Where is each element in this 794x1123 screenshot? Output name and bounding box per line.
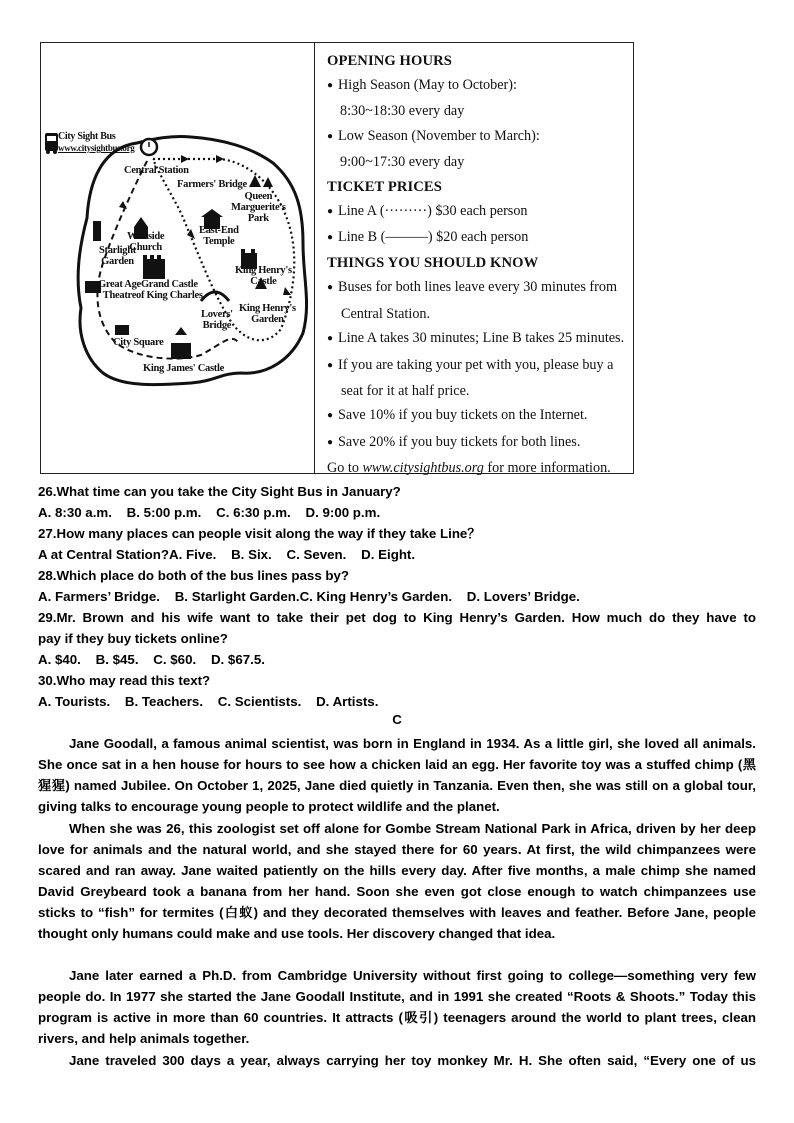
lovers-bridge-icon [201,292,229,301]
ad-divider [314,43,315,473]
map-label-queen-park: Queen Marguerite's Park [231,191,286,224]
know-item-3: ● If you are taking your pet with you, please buy a [327,353,632,379]
passage-paragraph-1: Jane Goodall, a famous animal scientist, was born in England in 1934. As a little girl, she loved all animals. She once sat in a hen house for hours to see how a chicken laid an egg. Her favorite toy was a stuffed chimp (黑猩猩) named Jubilee. On October 1, 2025, Jane died quietly in Tanzania. Even then, she was still on a global tour, giving talks to encourage young people to protect wildlife and the planet. [38,736,756,815]
info-panel [327,49,632,481]
map-label-farmers-bridge: Farmers' Bridge [177,179,247,190]
map-illustration [41,43,314,473]
question-29: 29.Mr. Brown and his wife want to take their pet dog to King Henry’s Garden. How much do they have to [38,610,756,625]
low-season-time: 9:00~17:30 every day [340,154,465,171]
line-b-price: ● Line B (———) $20 each person [327,225,632,251]
city-square-icon [115,325,129,335]
things-to-know-heading: THINGS YOU SHOULD KNOW [327,255,539,272]
question-29-cont: pay if they buy tickets online? [38,631,228,646]
know-item-2: ● Line A takes 30 minutes; Line B takes 25 minutes. [327,326,632,352]
passage-paragraph-3: Jane later earned a Ph.D. from Cambridge University without first going to college—something very few people do. In 1977 she started the Jane Goodall Institute, and in 1991 she created “Roots & Shoots.” Today this program is active in more than 60 countries. It attracts (吸引) teenagers around the world to plant trees, clean rivers, and help animals together. [38,968,756,1047]
city-sight-bus-ad [40,42,634,477]
bus-icon [45,133,58,154]
route-arrow [181,155,189,163]
passage-paragraph-2: When she was 26, this zoologist set off alone for Gombe Stream National Park in Africa, driven by her deep love for animals and the natural world, and she stayed there for 60 years. At first, the wild chimpanzees were scared and ran away. Jane waited patiently on the hills every day. After five months, a male chimp she named David Greybeard took a banana from her hand. Soon she even got close enough to watch chimpanzees use sticks to “fish” for termites (白蚁) and they decorated themselves with leaves and feather. Before Jane, people thought only humans could make and use tools. Her discovery changed that idea. [38,821,756,942]
map-bus-url: www.citysightbus.org [58,143,135,153]
map-label-great-age-theatre: Great Age Theatre [98,279,141,301]
question-28-options: A. Farmers’ Bridge. B. Starlight Garden.C. King Henry’s Garden. D. Lovers’ Bridge. [38,589,580,604]
opening-hours-heading: OPENING HOURS [327,53,452,69]
section-heading: C [392,712,402,727]
ticket-prices-heading: TICKET PRICES [327,178,442,195]
website-link[interactable]: www.citysightbus.org [362,460,484,477]
question-27-options: A at Central Station?A. Five. B. Six. C. Seven. D. Eight. [38,547,416,562]
route-arrow [283,287,291,295]
map-label-starlight-garden: Starlight Garden [99,245,136,267]
map-label-grand-castle: Grand Castle of King Charles [136,279,203,301]
low-season-item: ● Low Season (November to March): [327,124,632,150]
question-26-options: A. 8:30 a.m. B. 5:00 p.m. C. 6:30 p.m. D. 9:00 p.m. [38,505,381,520]
question-30: 30.Who may read this text? [38,673,211,688]
question-28: 28.Which place do both of the bus lines pass by? [38,568,350,583]
map-label-east-end-temple: East-End Temple [199,225,239,247]
map-label-king-henrys-garden: King Henry's Garden [239,303,296,325]
map-label-lovers-bridge: Lovers' Bridge [201,309,233,331]
question-26: 26.What time can you take the City Sight Bus in January? [38,484,401,499]
question-27: 27.How many places can people visit along the way if they take Line？ [38,526,481,541]
route-arrow [119,201,127,209]
know-item-1-cont: Central Station. [341,305,431,322]
high-season-item: ● High Season (May to October): [327,73,632,99]
line-a-price: ● Line A (·········) $30 each person [327,199,632,225]
know-item-1: ● Buses for both lines leave every 30 minutes from [327,275,632,301]
map-bus-title: City Sight Bus [58,131,116,142]
king-james-castle-icon [171,327,191,359]
map-label-city-square: City Square [113,337,164,348]
high-season-time: 8:30~18:30 every day [340,103,465,120]
map-label-westside-church: Westside Church [127,231,165,253]
map-label-king-james-castle: King James' Castle [143,363,224,374]
map-label-king-henrys-castle: King Henry's Castle [235,265,292,287]
know-item-4: ● Save 10% if you buy tickets on the Internet. [327,403,632,429]
route-arrow [216,155,224,163]
grand-castle-icon [143,255,165,279]
starlight-garden-icon [93,221,101,241]
goto-line: Go to www.citysightbus.org for more information. [327,460,611,477]
passage-paragraph-4: Jane traveled 300 days a year, always carrying her toy monkey Mr. H. She often said, “Every one of us [69,1053,756,1068]
question-29-options: A. $40. B. $45. C. $60. D. $67.5. [38,652,265,667]
question-30-options: A. Tourists. B. Teachers. C. Scientists. D. Artists. [38,694,379,709]
map-label-central-station: Central Station [124,165,189,176]
know-item-5: ● Save 20% if you buy tickets for both lines. [327,430,632,456]
bus-route-map [41,43,314,473]
know-item-3-cont: seat for it at half price. [341,383,470,400]
